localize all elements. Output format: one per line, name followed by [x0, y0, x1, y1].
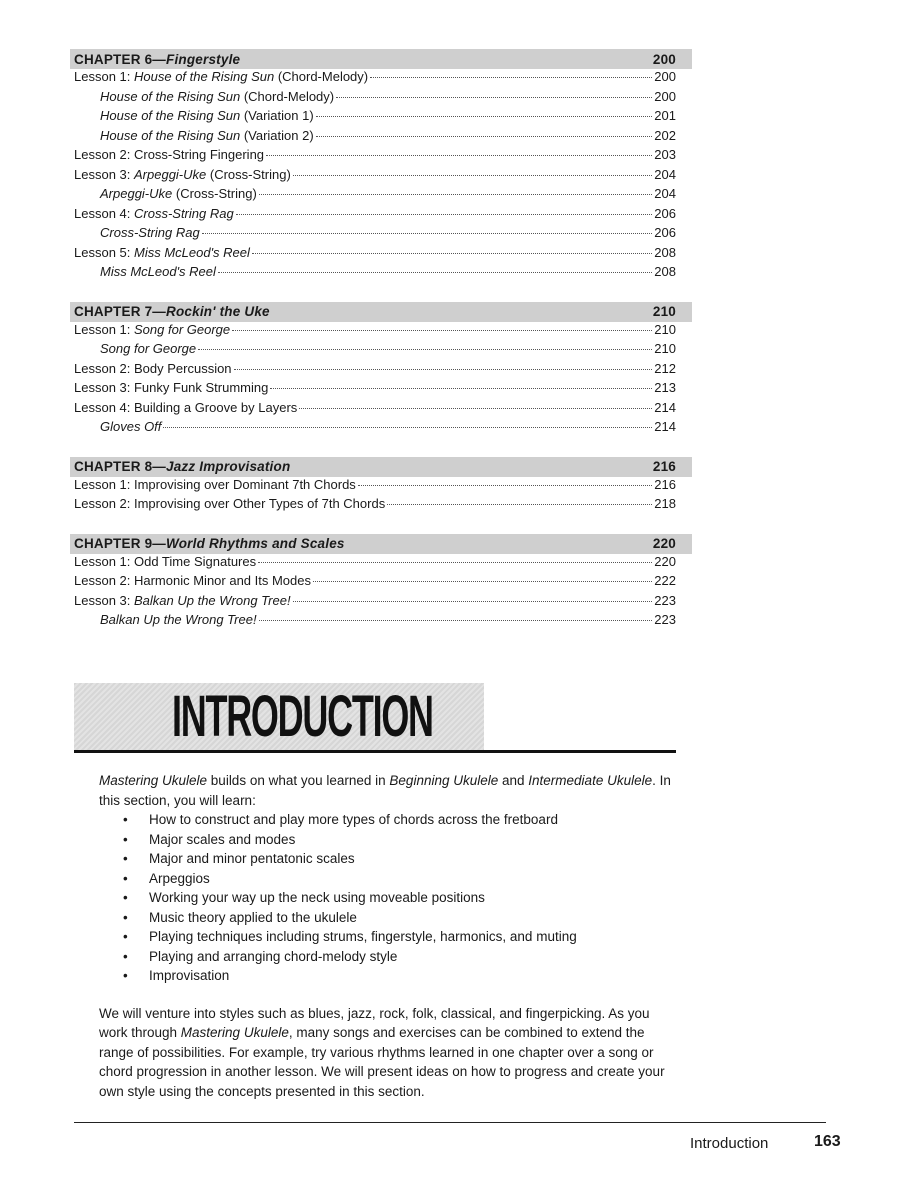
dot-leader	[316, 116, 653, 117]
bullet-item: • Arpeggios	[99, 869, 679, 889]
toc-lesson-entry	[70, 593, 692, 613]
chapter-page: 216	[652, 459, 676, 474]
entry-label: Gloves Off	[100, 419, 162, 434]
toc-subentry	[70, 128, 692, 148]
entry-page: 210	[654, 321, 676, 337]
entry-label: Lesson 3: Balkan Up the Wrong Tree!	[74, 592, 291, 608]
section-title: INTRODUCTION	[172, 684, 433, 749]
entry-page: 214	[654, 399, 676, 415]
toc-lesson-entry	[70, 477, 692, 497]
learning-bullets	[99, 810, 679, 986]
entry-page: 223	[654, 592, 676, 608]
bullet-item: • Improvisation	[99, 966, 679, 986]
dot-leader	[259, 194, 653, 195]
dot-leader	[299, 408, 652, 409]
toc-subentry	[70, 341, 692, 361]
entry-page: 204	[654, 166, 676, 182]
toc-lesson-entry	[70, 147, 692, 167]
intro-body	[99, 771, 679, 1101]
chapter-heading	[70, 457, 692, 477]
entry-page: 201	[654, 108, 676, 123]
dot-leader	[358, 485, 652, 486]
toc-lesson-entry	[70, 554, 692, 574]
dot-leader	[258, 562, 652, 563]
entry-label: Lesson 1: House of the Rising Sun (Chord-Melody)	[74, 69, 369, 84]
toc-lesson-entry	[70, 400, 692, 420]
toc-subentry	[70, 419, 692, 439]
entry-label: Lesson 5: Miss McLeod's Reel	[74, 244, 250, 260]
bullet-item: • Playing techniques including strums, fingerstyle, harmonics, and muting	[99, 927, 679, 947]
toc-lesson-entry	[70, 245, 692, 265]
entry-label: Lesson 2: Harmonic Minor and Its Modes	[74, 573, 311, 588]
toc-subentry	[70, 612, 692, 632]
toc-subentry	[70, 264, 692, 284]
chapter-prefix: CHAPTER 6—	[74, 51, 167, 67]
footer-section-label: Introduction	[690, 1135, 769, 1152]
entry-label: House of the Rising Sun (Chord-Melody)	[100, 88, 335, 104]
chapter-page: 220	[652, 536, 676, 551]
toc-lesson-entry	[70, 167, 692, 187]
bullet-item: • How to construct and play more types of chords across the fretboard	[99, 810, 679, 830]
toc-subentry	[70, 108, 692, 128]
entry-page: 223	[654, 612, 676, 627]
toc-chapter	[70, 457, 692, 516]
entry-page: 208	[654, 264, 676, 279]
toc-lesson-entry	[70, 496, 692, 516]
entry-page: 213	[654, 380, 676, 395]
intro-paragraph: Mastering Ukulele builds on what you learned in Beginning Ukulele and Intermediate Ukulele. In this section, you will learn:	[99, 773, 671, 808]
chapter-page: 200	[652, 51, 676, 67]
chapter-title: World Rhythms and Scales	[166, 536, 345, 551]
toc-lesson-entry	[70, 573, 692, 593]
entry-page: 206	[654, 225, 676, 240]
dot-leader	[234, 369, 653, 370]
dot-leader	[218, 272, 652, 273]
dot-leader	[259, 620, 653, 621]
chapter-heading	[70, 302, 692, 322]
toc-subentry	[70, 186, 692, 206]
bullet-item: • Working your way up the neck using moveable positions	[99, 888, 679, 908]
dot-leader	[336, 97, 652, 98]
chapter-prefix: CHAPTER 8—	[74, 459, 167, 474]
chapter-prefix: CHAPTER 7—	[74, 304, 167, 319]
toc-chapter	[70, 534, 692, 632]
dot-leader	[252, 253, 652, 254]
toc-subentry	[70, 225, 692, 245]
toc-subentry	[70, 89, 692, 109]
dot-leader	[370, 77, 652, 78]
dot-leader	[202, 233, 653, 234]
toc-chapter	[70, 302, 692, 439]
entry-label: Balkan Up the Wrong Tree!	[100, 612, 257, 627]
toc-lesson-entry	[70, 361, 692, 381]
entry-page: 200	[654, 69, 676, 84]
entry-label: Lesson 4: Building a Groove by Layers	[74, 399, 298, 415]
page-number: 163	[814, 1133, 841, 1150]
entry-label: Lesson 3: Arpeggi-Uke (Cross-String)	[74, 166, 291, 182]
entry-label: Lesson 2: Cross-String Fingering	[74, 147, 265, 162]
entry-page: 202	[654, 127, 676, 143]
entry-label: Miss McLeod's Reel	[100, 264, 216, 279]
chapter-title: Fingerstyle	[166, 51, 241, 67]
entry-label: Lesson 2: Improvising over Other Types of 7th Chords	[74, 496, 386, 511]
bullet-item: • Major and minor pentatonic scales	[99, 849, 679, 869]
chapter-heading	[70, 534, 692, 554]
entry-page: 212	[654, 360, 676, 376]
entry-page: 210	[654, 341, 676, 356]
entry-page: 200	[654, 88, 676, 104]
entry-page: 214	[654, 419, 676, 434]
chapter-heading	[70, 49, 692, 69]
dot-leader	[293, 601, 653, 602]
entry-page: 216	[654, 476, 676, 492]
dot-leader	[293, 175, 653, 176]
toc-lesson-entry	[70, 69, 692, 89]
entry-label: Lesson 1: Odd Time Signatures	[74, 553, 257, 569]
dot-leader	[266, 155, 652, 156]
toc-lesson-entry	[70, 206, 692, 226]
entry-label: House of the Rising Sun (Variation 1)	[100, 108, 314, 123]
chapter-prefix: CHAPTER 9—	[74, 536, 167, 551]
entry-label: Cross-String Rag	[100, 225, 200, 240]
entry-label: Song for George	[100, 341, 197, 356]
entry-page: 222	[654, 573, 676, 588]
dot-leader	[313, 581, 652, 582]
entry-label: Lesson 1: Song for George	[74, 321, 231, 337]
entry-page: 203	[654, 147, 676, 162]
dot-leader	[198, 349, 652, 350]
entry-label: House of the Rising Sun (Variation 2)	[100, 127, 314, 143]
toc-lesson-entry	[70, 322, 692, 342]
entry-label: Lesson 2: Body Percussion	[74, 360, 232, 376]
dot-leader	[236, 214, 653, 215]
footer-rule	[74, 1122, 826, 1123]
entry-page: 204	[654, 186, 676, 201]
dot-leader	[270, 388, 652, 389]
intro-paragraph: We will venture into styles such as blues, jazz, rock, folk, classical, and fingerpicking. As you work through Mastering Ukulele, many songs and exercises can be combined to extend the range of possibilities. For example, try various rhythms learned in one chapter over a song or chord progression in another lesson. We will present ideas on how to progress and create your own style using the concepts presented in this section.	[99, 1005, 665, 1099]
chapter-title: Rockin' the Uke	[166, 304, 270, 319]
dot-leader	[232, 330, 652, 331]
entry-label: Arpeggi-Uke (Cross-String)	[100, 186, 257, 201]
toc-chapter	[70, 49, 692, 284]
bullet-item: • Music theory applied to the ukulele	[99, 908, 679, 928]
table-of-contents	[70, 49, 692, 650]
entry-page: 218	[654, 496, 676, 511]
section-divider	[74, 750, 676, 753]
chapter-title: Jazz Improvisation	[166, 459, 291, 474]
entry-page: 220	[654, 553, 676, 569]
dot-leader	[387, 504, 652, 505]
toc-lesson-entry	[70, 380, 692, 400]
entry-page: 208	[654, 244, 676, 260]
entry-label: Lesson 1: Improvising over Dominant 7th Chords	[74, 476, 356, 492]
dot-leader	[163, 427, 652, 428]
entry-label: Lesson 3: Funky Funk Strumming	[74, 380, 269, 395]
bullet-item: • Playing and arranging chord-melody style	[99, 947, 679, 967]
entry-page: 206	[654, 205, 676, 221]
chapter-page: 210	[652, 304, 676, 319]
entry-label: Lesson 4: Cross-String Rag	[74, 205, 234, 221]
bullet-item: • Major scales and modes	[99, 830, 679, 850]
dot-leader	[316, 136, 653, 137]
